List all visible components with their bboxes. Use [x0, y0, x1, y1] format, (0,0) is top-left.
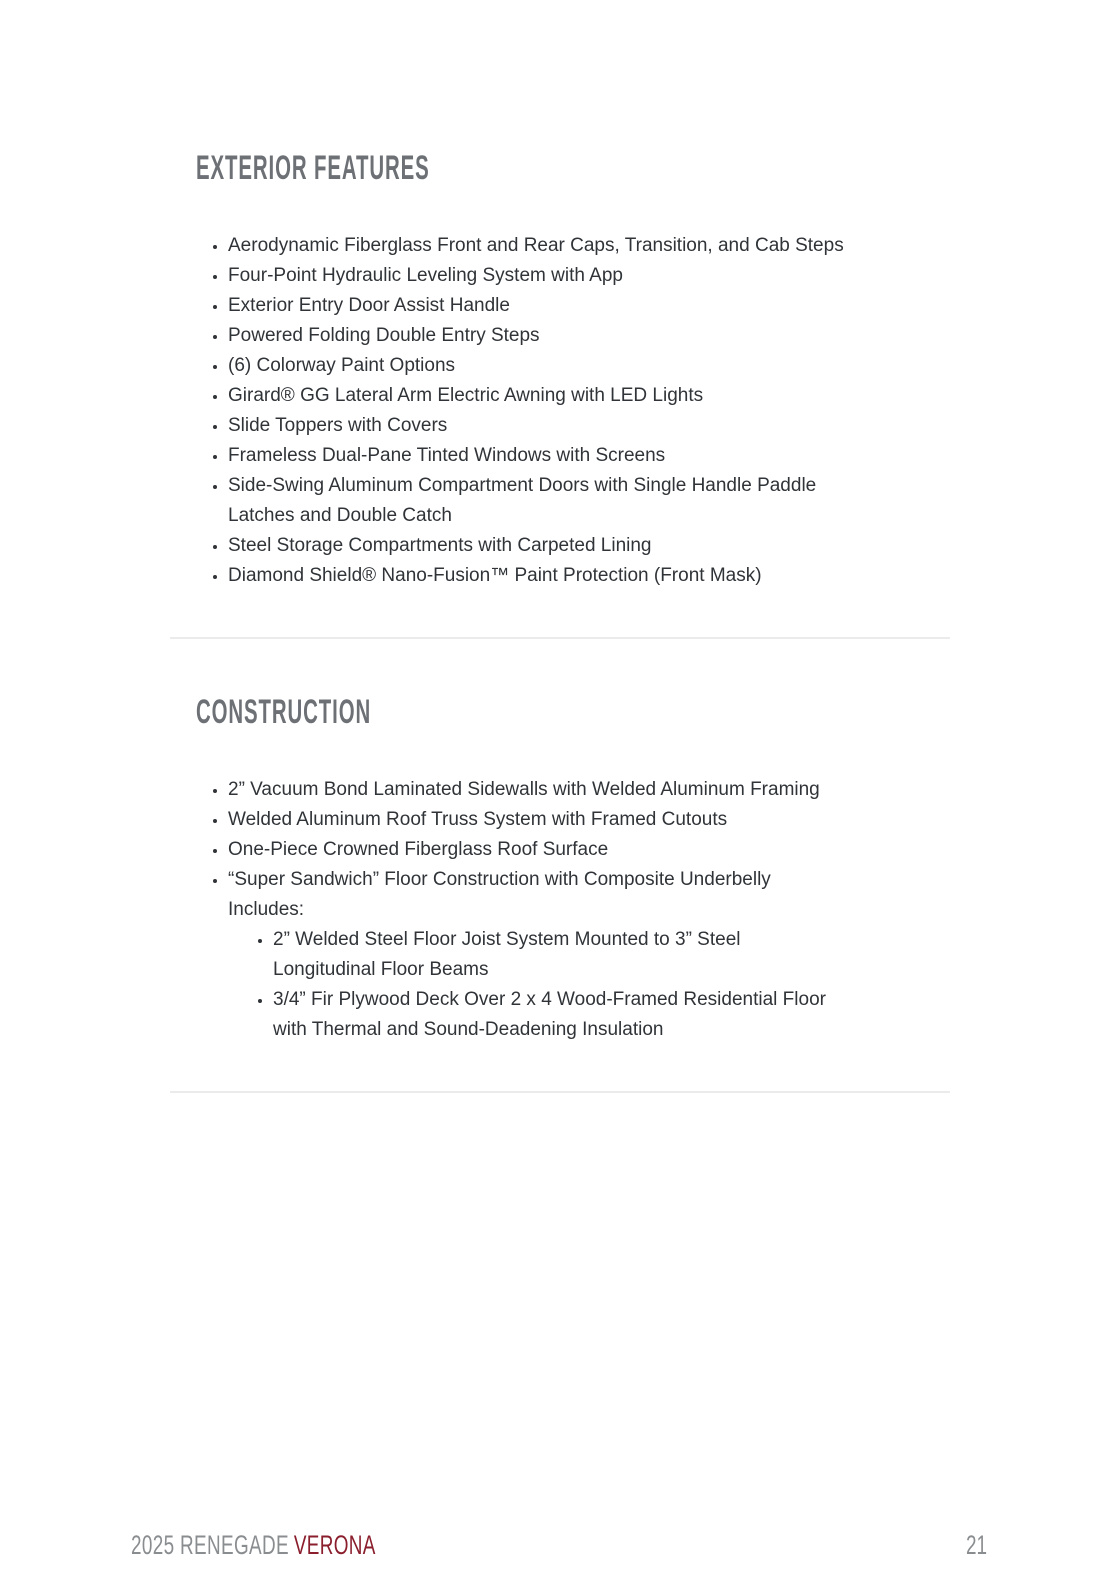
- feature-item: • Exterior Entry Door Assist Handle: [228, 291, 848, 321]
- section-exterior-features: [165, 151, 950, 591]
- footer-brand: [131, 1529, 376, 1561]
- feature-item: • One-Piece Crowned Fiberglass Roof Surface: [228, 835, 848, 865]
- feature-item: • Aerodynamic Fiberglass Front and Rear Caps, Transition, and Cab Steps: [228, 231, 848, 261]
- footer-brand-prefix: 2025 RENEGADE: [131, 1530, 289, 1560]
- feature-item: • Diamond Shield® Nano-Fusion™ Paint Protection (Front Mask): [228, 561, 848, 591]
- section-divider: [170, 1091, 950, 1093]
- content-column: [165, 151, 950, 1093]
- feature-item: • (6) Colorway Paint Options: [228, 351, 848, 381]
- feature-item: • Frameless Dual-Pane Tinted Windows with Screens: [228, 441, 848, 471]
- page-number: 21: [965, 1530, 987, 1560]
- feature-item: • Girard® GG Lateral Arm Electric Awning with LED Lights: [228, 381, 848, 411]
- feature-item: • 2” Vacuum Bond Laminated Sidewalls with Welded Aluminum Framing: [228, 775, 848, 805]
- feature-item: • Steel Storage Compartments with Carpeted Lining: [228, 531, 848, 561]
- feature-item: • Side-Swing Aluminum Compartment Doors with Single Handle Paddle Latches and Double Catch: [228, 471, 848, 531]
- page-footer: [0, 1529, 1113, 1561]
- section-construction: [165, 695, 950, 1045]
- construction-list: [165, 775, 848, 1045]
- section-title-text: EXTERIOR FEATURES: [196, 149, 430, 187]
- feature-item: • Welded Aluminum Roof Truss System with Framed Cutouts: [228, 805, 848, 835]
- sub-feature-list: [228, 925, 848, 1045]
- sub-feature-item: • 2” Welded Steel Floor Joist System Mounted to 3” Steel Longitudinal Floor Beams: [273, 925, 848, 985]
- feature-item: • Slide Toppers with Covers: [228, 411, 848, 441]
- section-title-construction: [196, 695, 950, 729]
- feature-item: • Four-Point Hydraulic Leveling System with App: [228, 261, 848, 291]
- footer-brand-name: VERONA: [293, 1530, 376, 1560]
- section-title-text: CONSTRUCTION: [196, 693, 372, 731]
- feature-item: • Powered Folding Double Entry Steps: [228, 321, 848, 351]
- sub-feature-item: • 3/4” Fir Plywood Deck Over 2 x 4 Wood-Framed Residential Floor with Thermal and Sound-Deadening Insulation: [273, 985, 848, 1045]
- feature-item: • “Super Sandwich” Floor Construction with Composite Underbelly Includes: • 2” Welded Steel Floor Joist System Mounted to 3” Steel Longitudinal Floor Beams • 3/4” Fir Plywood Deck Over 2 x 4 Wood-Framed Residential Floor with Thermal and Sound-Deadening Insulation: [228, 865, 848, 1045]
- exterior-features-list: [165, 231, 848, 591]
- section-divider: [170, 637, 950, 639]
- section-title-exterior-features: [196, 151, 950, 185]
